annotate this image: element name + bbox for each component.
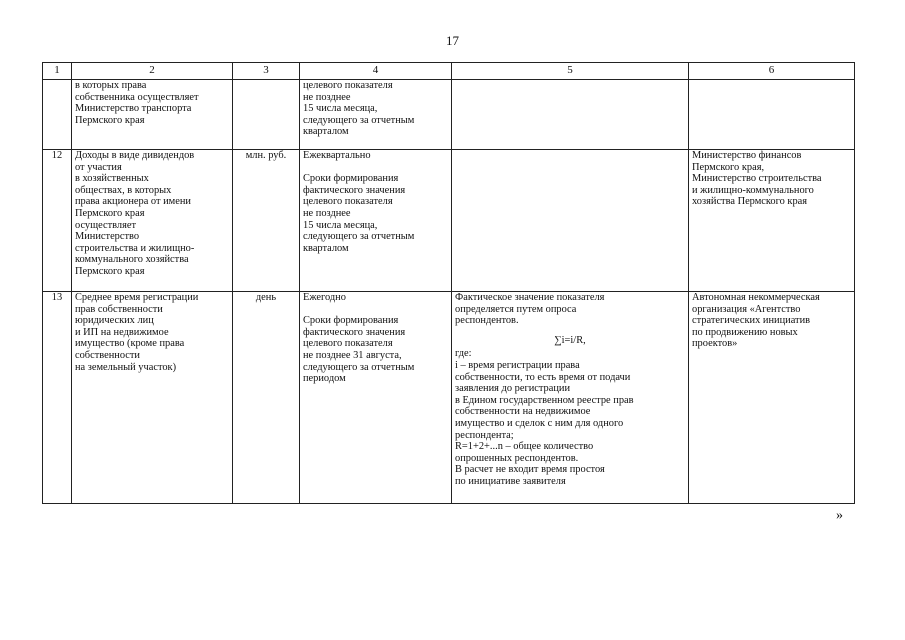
row-number <box>43 80 72 150</box>
method-body: где: i – время регистрации права собственности, то есть время от подачи заявления до регистрации в Едином государственном реестре прав собственности на недвижимое имущество и сделок с ним для одного респондента; R=1+2+...n – общее количество опрошенных респондентов. В расчет не входит время простоя по инициативе заявителя <box>455 348 634 487</box>
header-col-3: 3 <box>233 63 300 80</box>
row-number: 13 <box>43 292 72 504</box>
indicators-table <box>42 62 855 504</box>
period-frequency: Ежегодно <box>303 292 346 303</box>
page-number: 17 <box>446 33 459 48</box>
row-method <box>452 80 689 150</box>
header-col-5: 5 <box>452 63 689 80</box>
row-indicator-name <box>72 80 233 150</box>
indicator-name-text: Среднее время регистрации прав собственности юридических лиц и ИП на недвижимое имущество (кроме права собственности на земельный участок) <box>75 292 199 373</box>
row-unit <box>233 80 300 150</box>
header-col-2: 2 <box>72 63 233 80</box>
period-text: Сроки формирования фактического значения целевого показателя не позднее 31 августа, следующего за отчетным периодом <box>303 315 415 385</box>
header-col-4: 4 <box>300 63 452 80</box>
method-formula: ∑i=i/R, <box>554 334 586 346</box>
table-row <box>43 150 855 292</box>
row-number: 12 <box>43 150 72 292</box>
table-row <box>43 80 855 150</box>
closing-quote: » <box>836 508 843 523</box>
period-text: целевого показателя не позднее 15 числа месяца, следующего за отчетным кварталом <box>303 80 415 138</box>
indicator-name-text: Доходы в виде дивидендов от участия в хозяйственных обществах, в которых права акционера от имени Пермского края осуществляет Министерство строительства и жилищно- коммунального хозяйства Пермского края <box>75 150 195 277</box>
table-row <box>43 292 855 504</box>
row-responsible <box>689 292 855 504</box>
header-col-1: 1 <box>43 63 72 80</box>
row-method <box>452 292 689 504</box>
responsible-text: Министерство финансов Пермского края, Министерство строительства и жилищно-коммунального хозяйства Пермского края <box>692 150 822 208</box>
row-responsible <box>689 150 855 292</box>
row-unit: день <box>233 292 300 504</box>
period-text: Сроки формирования фактического значения целевого показателя не позднее 15 числа месяца, следующего за отчетным кварталом <box>303 173 415 254</box>
header-col-6: 6 <box>689 63 855 80</box>
row-period <box>300 292 452 504</box>
indicator-name-text: в которых права собственника осуществляет Министерство транспорта Пермского края <box>75 80 199 126</box>
period-frequency: Ежеквартально <box>303 150 371 161</box>
responsible-text: Автономная некоммерческая организация «Агентство стратегических инициатив по продвижению новых проектов» <box>692 292 820 350</box>
row-responsible <box>689 80 855 150</box>
row-method <box>452 150 689 292</box>
row-indicator-name <box>72 150 233 292</box>
row-period <box>300 80 452 150</box>
row-period <box>300 150 452 292</box>
header-row <box>43 63 855 80</box>
method-intro: Фактическое значение показателя определяется путем опроса респондентов. <box>455 292 605 327</box>
row-indicator-name <box>72 292 233 504</box>
row-unit: млн. руб. <box>233 150 300 292</box>
